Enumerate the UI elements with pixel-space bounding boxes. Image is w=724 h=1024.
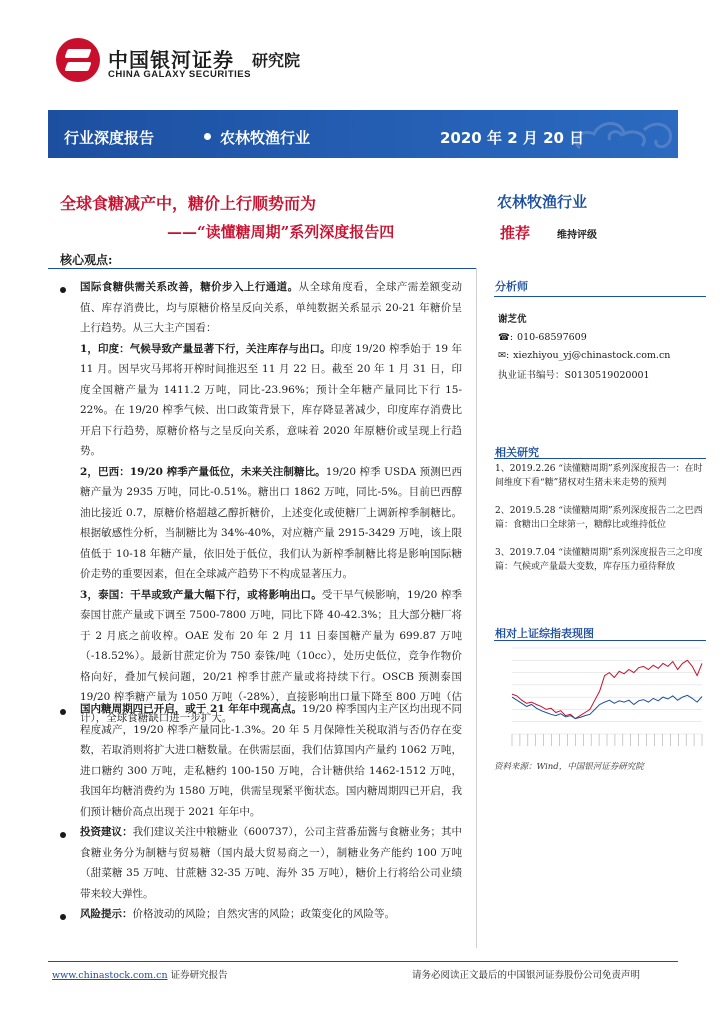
india-lead: 1，印度：气候导致产量显著下行，关注库存与出口。 bbox=[80, 342, 331, 355]
rating-note: 维持评级 bbox=[557, 230, 597, 241]
key-point-4 bbox=[80, 904, 462, 925]
chart-series-line-2 bbox=[512, 695, 702, 718]
related-item[interactable]: 1、2019.2.26 “读懂糖周期”系列深度报告一：在时间维度下看“糖”猪权对生猪未来走势的预判 bbox=[495, 464, 703, 488]
key-point-lead: 国际食糖供需关系改善，糖价步入上行通道。 bbox=[80, 281, 299, 293]
analyst-name: 谢芝优 bbox=[498, 314, 527, 325]
phone-row: ☎: 010-68597609 bbox=[498, 332, 587, 343]
risk-text: 价格波动的风险；自然灾害的风险；政策变化的风险等。 bbox=[132, 908, 395, 920]
analyst-email[interactable]: xiezhiyou_yj@chinastock.com.cn bbox=[513, 350, 671, 361]
domestic-lead: 国内糖周期四已开启，或于 21 年年中现高点。 bbox=[80, 703, 303, 715]
thailand-lead: 3，泰国：干旱或致产量大幅下行，或将影响出口。 bbox=[80, 588, 322, 601]
phone-icon: ☎ bbox=[498, 332, 510, 343]
divider bbox=[494, 640, 706, 641]
brand-name-en: CHINA GALAXY SECURITIES bbox=[108, 69, 251, 80]
related-item[interactable]: 2、2019.5.28 “读懂糖周期”系列深度报告二之巴西篇：食糖出口全球第一，糖醇比或维持低位 bbox=[495, 506, 703, 530]
risk-lead: 风险提示： bbox=[80, 908, 133, 920]
report-subtitle: ——“读懂糖周期”系列深度报告四 bbox=[167, 223, 395, 241]
industry-label: 农林牧渔行业 bbox=[220, 129, 311, 147]
email-icon: ✉ bbox=[498, 350, 506, 361]
divider bbox=[48, 268, 476, 269]
related-item[interactable]: 3、2019.7.04 “读懂糖周期”系列深度报告三之印度篇：气候或产量最大变数，库存压力亟待释放 bbox=[495, 548, 703, 572]
investment-lead: 投资建议： bbox=[80, 826, 133, 838]
bullet-icon bbox=[60, 832, 66, 838]
website-link[interactable]: www.chinastock.com.cn bbox=[52, 970, 168, 981]
core-views-heading: 核心观点: bbox=[60, 253, 113, 267]
domestic-text: 19/20 榨季国内主产区均出现不同程度减产，19/20 榨季产量同比-1.3%。20 年 5 月保障性关税取消与否仍存在变数，若取消则将扩大进口糖数量。在供需层面，我们估算国内产量约 1062 万吨，进口糖约 300 万吨，走私糖约 100-150 万吨，合计糖供给 1462-1512 万吨，我国年均糖消费约为 1580 万吨，供需呈现紧平衡状态。国内糖周期四已开启，我们预计糖价高点出现于 2021 年年中。 bbox=[80, 703, 462, 818]
bullet-icon bbox=[60, 914, 66, 920]
footer-divider bbox=[48, 961, 678, 962]
email-row: ✉: xiezhiyou_yj@chinastock.com.cn bbox=[498, 350, 671, 361]
divider bbox=[494, 296, 706, 297]
key-point-1 bbox=[80, 277, 462, 728]
bullet-icon bbox=[60, 709, 66, 715]
report-title: 全球食糖减产中，糖价上行顺势而为 bbox=[60, 194, 317, 213]
relative-performance-chart bbox=[494, 644, 706, 754]
report-type-label: 行业深度报告 bbox=[64, 129, 155, 147]
india-text: 印度 19/20 榨季始于 19 年 11 月。因旱灾马邦将开榨时间推迟至 11 月 22 日。截至 20 年 1 月 31 日，印度全国糖产量为 1411.2 万吨，同比-23.96%；预计全年糖产量同比下行 15-22%。在 19/20 榨季气候、出口政策背景下，库存降显著减少，印度库存消费比开启下行趋势，原糖价格与之呈反向关系，意味着 2020 年原糖价或呈现上行趋势。 bbox=[80, 342, 462, 457]
analyst-cert: 执业证书编号：S0130519020001 bbox=[498, 370, 650, 381]
footer-left bbox=[52, 967, 228, 981]
brazil-text: 19/20 榨季 USDA 预测巴西糖产量为 2935 万吨，同比-0.51%。糖出口 1862 万吨，同比-5%。目前巴西醇油比接近 0.7，原糖价格超越乙醇折糖价，上述变化或使糖厂上调新榨季制糖比。根据敏感性分析，当制糖比为 34%-40%，对应糖产量 2915-3429 万吨，该上限值低于 10-18 年糖产量，依旧处于低位，我们认为新榨季制糖比将是影响国际糖价走势的重要因素，但在全球减产趋势下不构成显著压力。 bbox=[80, 465, 462, 580]
analyst-phone: 010-68597609 bbox=[517, 332, 587, 343]
analyst-heading: 分析师 bbox=[495, 280, 528, 293]
company-logo-icon bbox=[56, 38, 100, 82]
report-date: 2020 年 2 月 20 日 bbox=[440, 129, 585, 147]
divider bbox=[494, 458, 706, 459]
rating-badge: 推荐 bbox=[500, 224, 531, 242]
chart-source: 资料来源：Wind，中国银河证券研究院 bbox=[494, 762, 644, 772]
disclaimer-note: 请务必阅读正文最后的中国银河证券股份公司免责声明 bbox=[412, 970, 641, 981]
brand-department: 研究院 bbox=[252, 51, 301, 70]
thailand-text: 受干旱气候影响，19/20 榨季泰国甘蔗产量或下调至 7500-7800 万吨，同比下降 40-42.3%；且大部分糖厂将于 2 月底之前收榨。OAE 发布 20 年 2 月 11 日泰国糖产量为 699.87 万吨（-18.52%）。最新甘蔗定价为 750 泰铢/吨（10cc），处历史低位，竞争作物价格向好，叠加气候问题，20/21 榨季甘蔗产量或将持续下行。OSCB 预测泰国 19/20 榨季糖产量为 1050 万吨（-28%），直接影响出口量下降至 800 万吨（估计），全球食糖缺口进一步扩大。 bbox=[80, 588, 462, 724]
investment-text: 我们建议关注中粮糖业（600737），公司主营番茄酱与食糖业务；其中食糖业务分为制糖与贸易糖（国内最大贸易商之一），制糖业务产能约 100 万吨（甜菜糖 35 万吨、甘蔗糖 32-35 万吨、海外 35 万吨），糖价上行将给公司业绩带来较大弹性。 bbox=[80, 826, 462, 900]
brazil-lead: 2，巴西：19/20 榨季产量低位，未来关注制糖比。 bbox=[80, 465, 326, 478]
column-divider bbox=[476, 268, 477, 948]
key-point-2 bbox=[80, 699, 462, 822]
related-research-heading: 相关研究 bbox=[495, 446, 539, 459]
brand-name-cn: 中国银河证券 bbox=[108, 48, 234, 72]
bullet-icon bbox=[60, 287, 66, 293]
chart-heading: 相对上证综指表现图 bbox=[495, 627, 594, 640]
key-point-3 bbox=[80, 822, 462, 904]
key-point-text: 从全球角度看，全球产需差额变动值、库存消费比，均与原糖价格呈反向关系，单纯数据关系显示 20-21 年糖价呈上行趋势。从三大主产国看： bbox=[80, 281, 463, 334]
banner-bullet-icon bbox=[204, 133, 211, 140]
sector-name: 农林牧渔行业 bbox=[497, 193, 588, 211]
footer-left-text: 证券研究报告 bbox=[167, 970, 228, 981]
